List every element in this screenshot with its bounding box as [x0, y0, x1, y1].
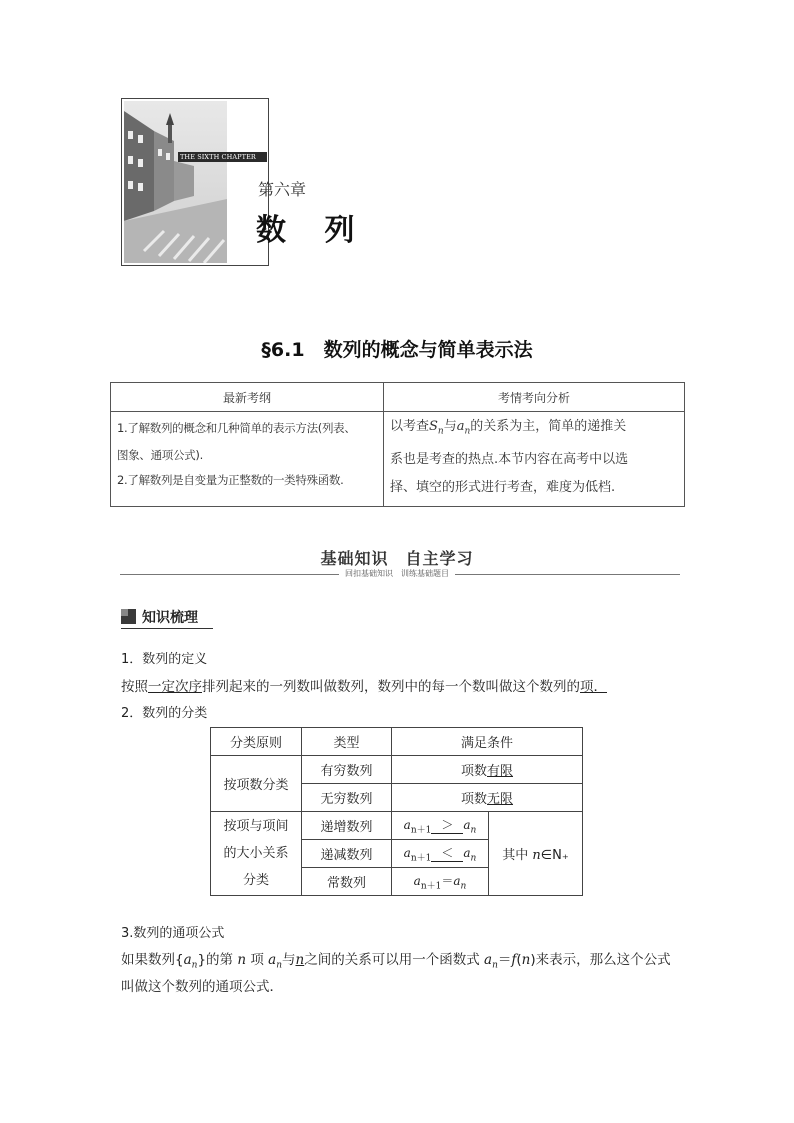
- banner-subtitle-text: 回扣基础知识 训练基础题目: [339, 569, 455, 578]
- cls-type: 常数列: [302, 868, 392, 896]
- math-sub: n＋1: [410, 825, 432, 836]
- banner-title: 基础知识 自主学习: [320, 549, 474, 568]
- math-var: a: [403, 845, 411, 860]
- analysis-text: 以考查: [390, 419, 430, 434]
- math-var: f: [511, 952, 517, 968]
- math-var: a: [413, 873, 421, 888]
- math-var: n: [237, 952, 247, 968]
- text: ∈N₊: [540, 848, 569, 863]
- syllabus-requirements: [111, 412, 384, 507]
- analysis-text: 的关系为主，简单的递推关: [470, 419, 627, 434]
- math-sub: n＋1: [410, 853, 432, 864]
- street-photo: [124, 101, 227, 263]
- chapter-english-label: THE SIXTH CHAPTER: [180, 153, 256, 161]
- math-sub: n: [276, 960, 282, 971]
- item2-heading: 2．数列的分类: [121, 706, 208, 721]
- syllabus-header-right: 考情考向分析: [384, 383, 685, 412]
- cls-type: 有穷数列: [302, 756, 392, 784]
- banner-subtitle: [0, 568, 794, 579]
- cls-principle: 按项数分类: [211, 756, 302, 812]
- math-sub: n: [191, 960, 198, 971]
- knowledge-title: 知识梳理: [142, 610, 198, 626]
- cls-type: 无穷数列: [302, 784, 392, 812]
- cls-formula: [392, 840, 489, 868]
- item1-text: [121, 675, 607, 695]
- math-var: S: [429, 419, 438, 434]
- syllabus-line: 2.了解数列是自变量为正整数的一类特殊函数.: [117, 473, 344, 487]
- chapter-number: 第六章: [258, 180, 307, 199]
- math-var: a: [463, 817, 471, 832]
- fill-blank: 无限: [487, 792, 514, 807]
- item3-text: [121, 948, 671, 971]
- text: 与: [282, 952, 296, 968]
- math-var: n: [532, 848, 541, 863]
- fill-blank: 项．: [580, 679, 607, 695]
- text: 项数: [460, 792, 487, 807]
- math-var: a: [453, 873, 461, 888]
- syllabus-header-left: 最新考纲: [111, 383, 384, 412]
- text: ＝: [497, 952, 512, 968]
- cls-formula: [392, 812, 489, 840]
- cls-type: 递减数列: [302, 840, 392, 868]
- text: 分类: [242, 873, 269, 888]
- math-sub: n: [464, 426, 471, 437]
- chapter-title: 数 列: [256, 213, 369, 248]
- math-sub: n: [492, 960, 498, 971]
- syllabus-analysis: [384, 412, 685, 507]
- text: )来表示，那么这个公式: [530, 952, 671, 968]
- item1-heading: 1．数列的定义: [121, 652, 208, 667]
- text: 项: [250, 952, 264, 968]
- text: 按照: [121, 679, 148, 695]
- cls-header: 满足条件: [392, 728, 583, 756]
- math-sub: n: [470, 853, 477, 864]
- chapter-cover-frame: [121, 98, 269, 266]
- text: 项数: [460, 764, 487, 779]
- cls-header: 类型: [302, 728, 392, 756]
- math-sub: n: [470, 825, 477, 836]
- math-var: a: [463, 845, 471, 860]
- math-sub: n＋1: [420, 881, 442, 892]
- fill-blank: 有限: [487, 764, 514, 779]
- math-var: a: [484, 952, 493, 968]
- text: }的第: [197, 952, 234, 968]
- text: 排列起来的一列数叫做数列，数列中的每一个数叫做这个数列的: [202, 679, 580, 695]
- syllabus-line: 图象、通项公式).: [117, 448, 203, 462]
- text: 如果数列{: [121, 952, 184, 968]
- analysis-text: 与: [443, 419, 457, 434]
- syllabus-line: 1.了解数列的概念和几种简单的表示方法(列表、: [117, 421, 356, 435]
- cls-condition: [392, 784, 583, 812]
- fill-blank: 一定次序: [148, 679, 202, 695]
- cls-where: [489, 812, 583, 896]
- item3-text-line2: 叫做这个数列的通项公式．: [121, 979, 283, 995]
- math-sub: n: [437, 426, 444, 437]
- math-var: a: [456, 419, 465, 434]
- section-title: §6.1 数列的概念与简单表示法: [261, 339, 533, 361]
- section-square-icon: [121, 609, 136, 624]
- fill-blank: ＞: [431, 816, 463, 834]
- math-var: n: [521, 952, 531, 968]
- math-var: a: [268, 952, 277, 968]
- math-var: a: [183, 952, 192, 968]
- math-var: a: [403, 817, 411, 832]
- cls-header: 分类原则: [211, 728, 302, 756]
- fill-blank: n: [295, 952, 305, 968]
- cls-principle: [211, 812, 302, 896]
- text: 其中: [502, 848, 533, 863]
- text: (: [516, 952, 522, 968]
- knowledge-underline: [121, 628, 213, 629]
- syllabus-table: [110, 382, 685, 507]
- text: 的大小关系: [223, 846, 289, 861]
- analysis-line: 系也是考查的热点.本节内容在高考中以选: [390, 451, 629, 467]
- text: 之间的关系可以用一个函数式: [304, 952, 480, 968]
- cls-type: 递增数列: [302, 812, 392, 840]
- classification-table: [210, 727, 583, 896]
- analysis-line: 择、填空的形式进行考查，难度为低档.: [390, 479, 616, 495]
- text: ＝: [441, 873, 454, 888]
- cls-formula: [392, 868, 489, 896]
- item3-heading: 3.数列的通项公式: [121, 926, 225, 941]
- text: 按项与项间: [223, 819, 289, 834]
- math-sub: n: [460, 881, 467, 892]
- fill-blank: ＜: [431, 844, 463, 862]
- cls-condition: [392, 756, 583, 784]
